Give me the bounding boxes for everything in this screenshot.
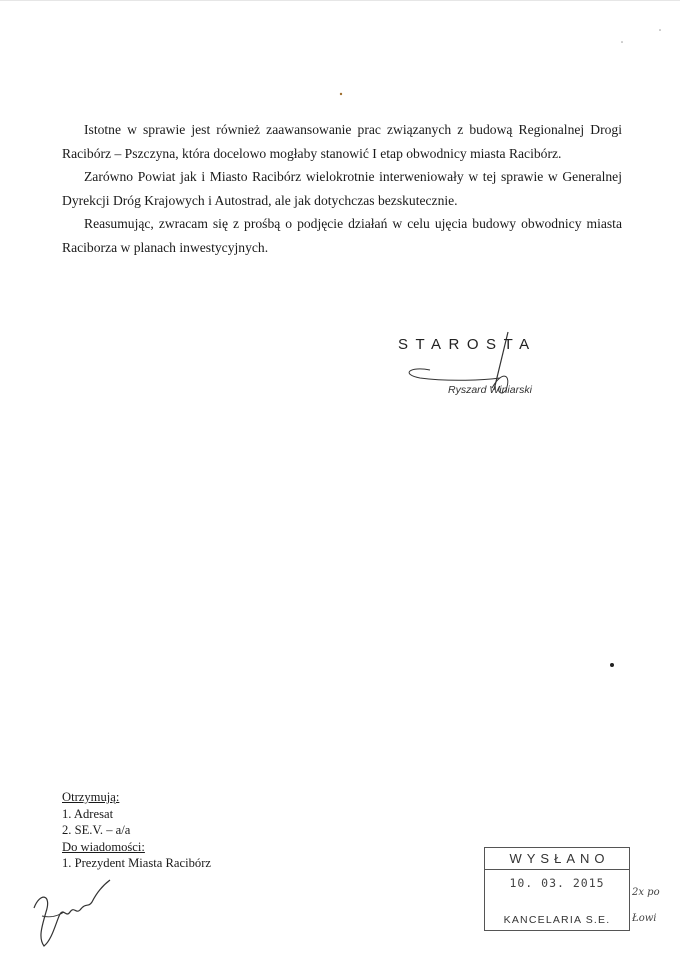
recipient-item: 2. SE.V. – a/a (62, 823, 131, 837)
cc-item: 1. Prezydent Miasta Racibórz (62, 856, 211, 870)
signature-title: STAROSTA (398, 336, 537, 353)
stamp-header: WYSŁANO (485, 848, 629, 870)
recipient-item: 1. Adresat (62, 806, 114, 821)
signature-block (390, 330, 610, 410)
recipients-heading: Otrzymują: (62, 790, 120, 804)
distribution-list (62, 789, 211, 872)
stamp-date: 10. 03. 2015 (509, 876, 605, 890)
handwritten-note (632, 880, 660, 932)
handwritten-line: Łowi (632, 913, 657, 924)
paragraph-3: Reasumując, zwracam się z prośbą o podjęcie działań w celu ujęcia budowy obwodnicy miasta Raciborza w planach inwestycyjnych. (62, 216, 622, 255)
dispatch-stamp (484, 847, 630, 931)
cc-heading: Do wiadomości: (62, 839, 145, 854)
letter-body (62, 118, 622, 259)
initials-signature (30, 872, 125, 952)
handwritten-line: 2x po (632, 887, 660, 898)
stamp-office: KANCELARIA S.E. (503, 914, 611, 926)
signature-name: Ryszard Winiarski (448, 384, 532, 396)
paragraph-1: Istotne w sprawie jest również zaawansowanie prac związanych z budową Regionalnej Drogi Racibórz – Pszczyna, która docelowo mogłaby stanowić I etap obwodnicy miasta Racibórz. (62, 122, 622, 161)
paragraph-2: Zarówno Powiat jak i Miasto Racibórz wielokrotnie interweniowały w tej sprawie w Generalnej Dyrekcji Dróg Krajowych i Autostrad, ale jak dotychczas bezskutecznie. (62, 169, 622, 208)
